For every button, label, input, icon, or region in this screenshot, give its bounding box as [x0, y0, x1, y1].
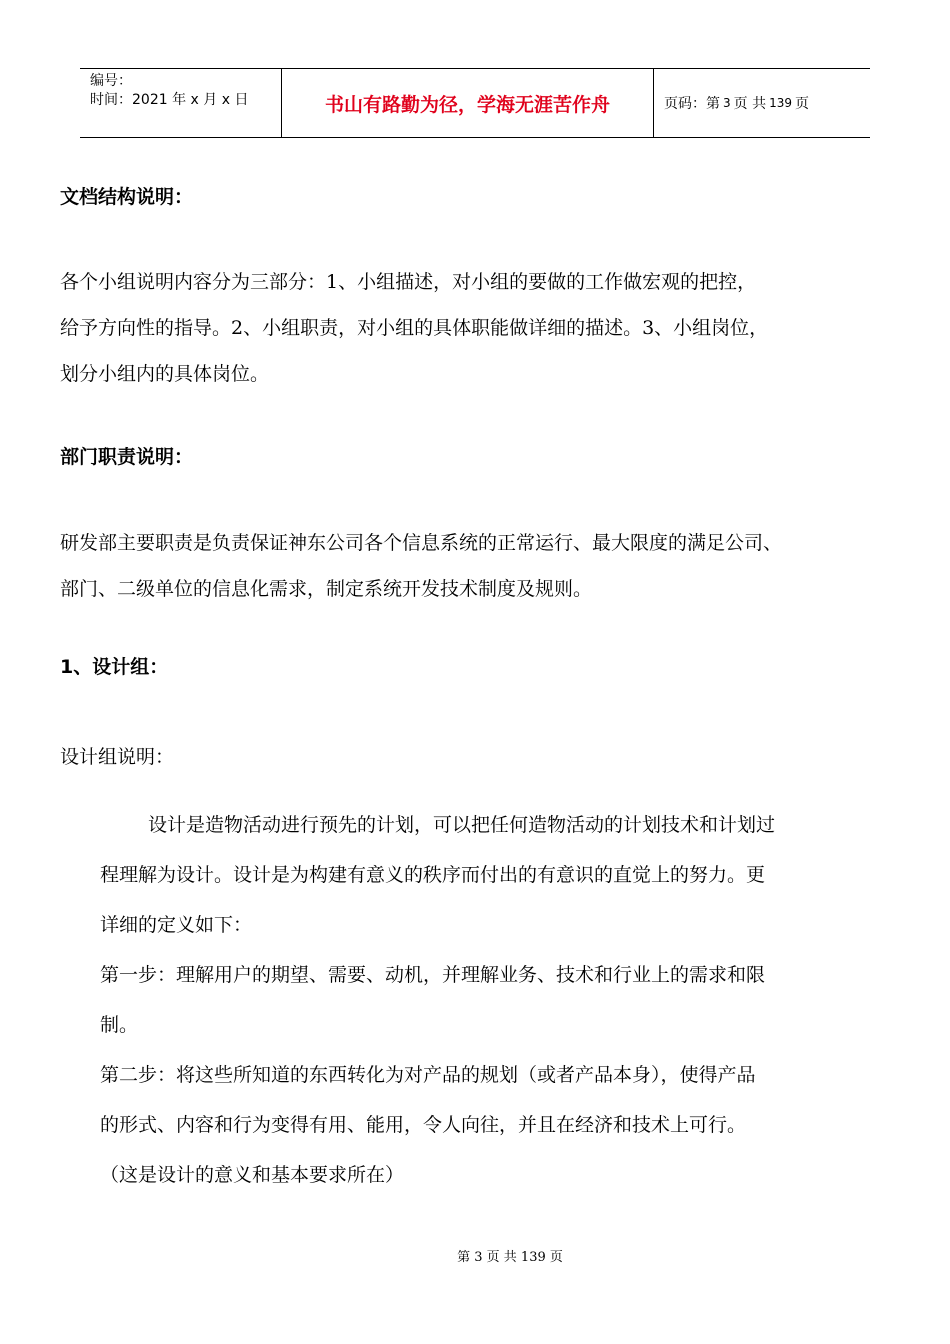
header-page-info: [654, 69, 870, 137]
step1-line: 第一步：理解用户的期望、需要、动机，并理解业务、技术和行业上的需求和限: [100, 964, 766, 986]
design-line: 程理解为设计。设计是为构建有意义的秩序而付出的有意识的直觉上的努力。更: [100, 864, 766, 886]
doc-structure-line: 各个小组说明内容分为三部分：1、小组描述，对小组的要做的工作做宏观的把控，: [60, 271, 757, 293]
design-definition-block: [100, 800, 895, 1200]
doc-structure-paragraph: [60, 259, 890, 397]
step1-line: 制。: [100, 1014, 139, 1036]
header-page-prefix: 页码：第: [664, 96, 720, 112]
design-group-desc-label: 设计组说明：: [60, 746, 175, 768]
doc-structure-line: 划分小组内的具体岗位。: [60, 363, 270, 385]
header-motto: 书山有路勤为径，学海无涯苦作舟: [282, 69, 654, 137]
header-page-middle: 页 共: [733, 96, 767, 112]
footer-page-number: 第 3 页 共 139 页: [457, 1250, 563, 1265]
step2-line: 第二步：将这些所知道的东西转化为对产品的规划（或者产品本身），使得产品: [100, 1064, 756, 1086]
design-line: 详细的定义如下：: [100, 914, 253, 936]
dept-duty-line: 研发部主要职责是负责保证神东公司各个信息系统的正常运行、最大限度的满足公司、: [60, 532, 783, 554]
header-number-label: 编号：: [90, 73, 132, 89]
header-time-label: 时间：2021 年 x 月 x 日: [90, 92, 249, 108]
page-footer: [0, 1246, 950, 1265]
dept-duty-line: 部门、二级单位的信息化需求，制定系统开发技术制度及规则。: [60, 578, 593, 600]
doc-structure-heading: 文档结构说明：: [60, 186, 194, 208]
dept-duty-heading: 部门职责说明：: [60, 446, 194, 468]
page-header: [80, 68, 870, 138]
step2-line: （这是设计的意义和基本要求所在）: [100, 1164, 405, 1186]
design-group-heading: 1、设计组：: [60, 656, 169, 678]
header-page-current: 3: [723, 96, 731, 110]
header-page-suffix: 页: [795, 96, 809, 112]
step2-line: 的形式、内容和行为变得有用、能用，令人向往，并且在经济和技术上可行。: [100, 1114, 747, 1136]
header-meta: [80, 69, 282, 137]
doc-structure-line: 给予方向性的指导。2、小组职责，对小组的具体职能做详细的描述。3、小组岗位，: [60, 317, 769, 339]
design-line: 设计是造物活动进行预先的计划，可以把任何造物活动的计划技术和计划过: [148, 814, 776, 836]
dept-duty-paragraph: [60, 520, 890, 612]
header-page-total: 139: [769, 96, 792, 110]
